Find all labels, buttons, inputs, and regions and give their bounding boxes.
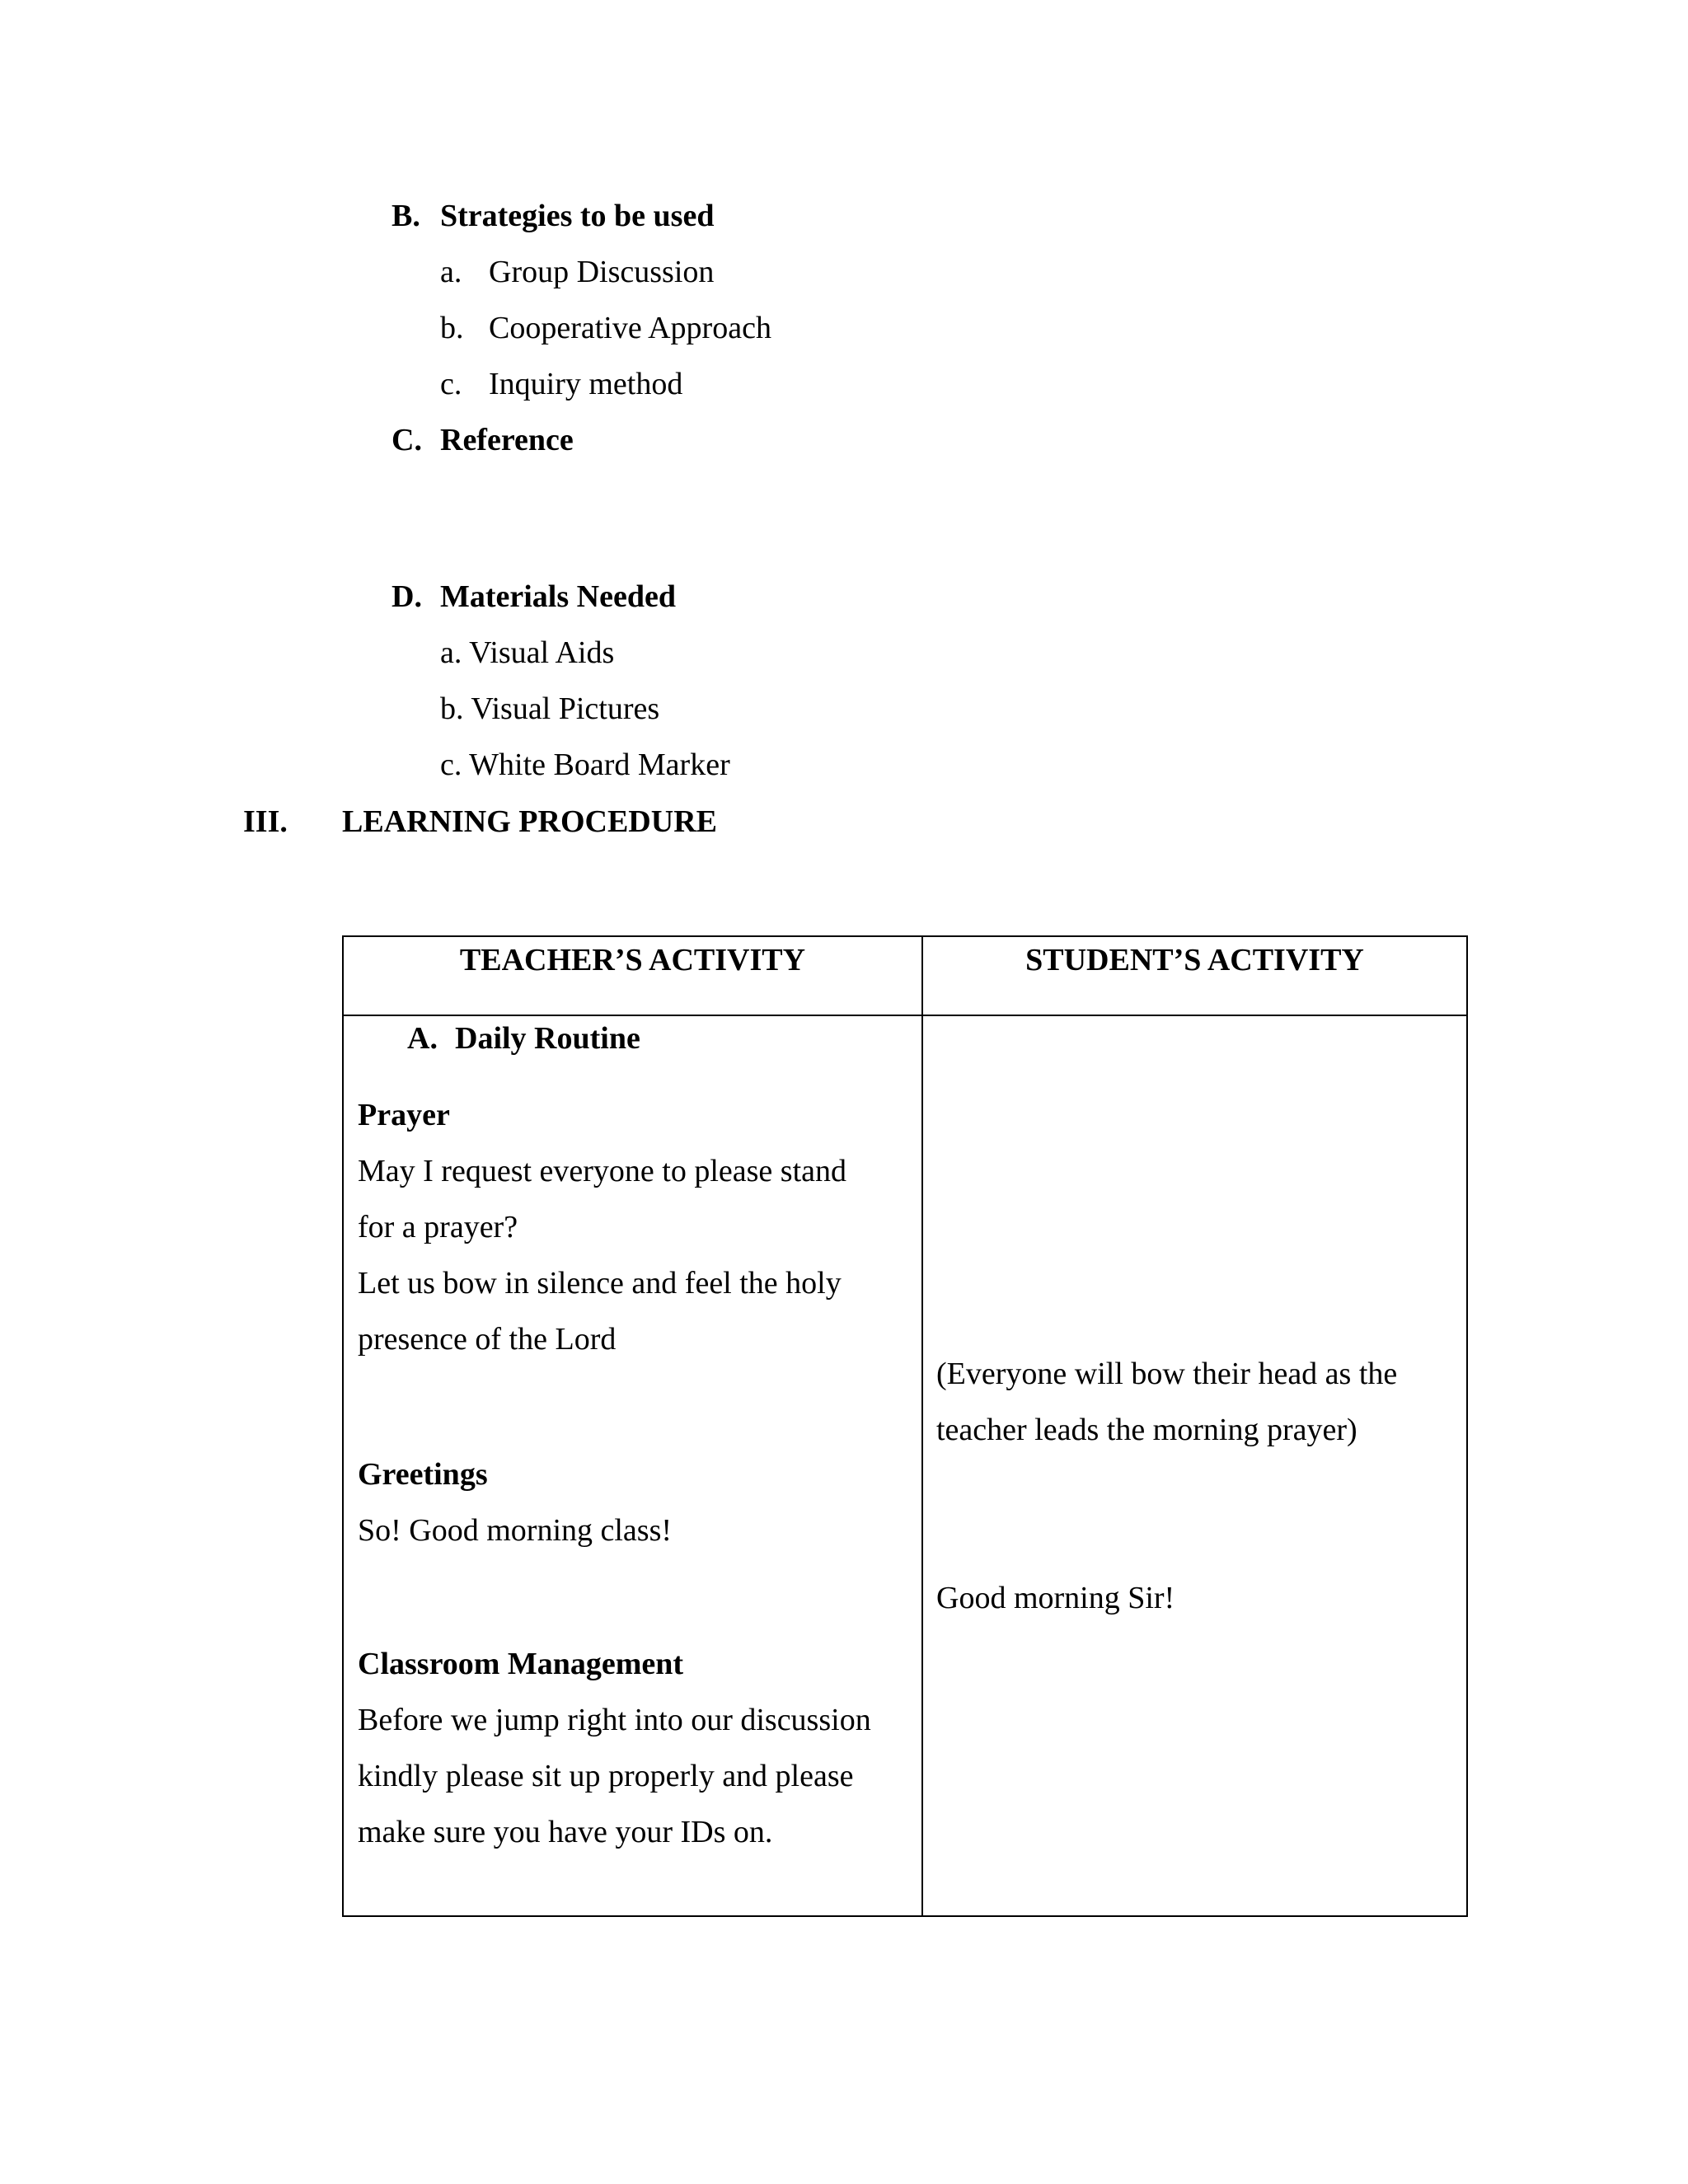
list-item: Inquiry method [489, 367, 683, 401]
section-d-title: Materials Needed [440, 579, 676, 614]
list-marker: a. [440, 255, 462, 289]
section-numeral: III. [243, 804, 288, 839]
section-title: LEARNING PROCEDURE [342, 804, 717, 839]
prayer-heading: Prayer [358, 1098, 450, 1132]
routine-letter: A. [407, 1021, 438, 1056]
classroom-management-heading: Classroom Management [358, 1647, 684, 1681]
greetings-heading: Greetings [358, 1457, 488, 1492]
list-item: b. Visual Pictures [440, 691, 660, 726]
table-border-header [342, 1015, 1468, 1016]
student-text-line: (Everyone will bow their head as the [936, 1357, 1398, 1391]
routine-title: Daily Routine [455, 1021, 640, 1056]
table-border-middle [921, 935, 923, 1917]
student-activity-header: STUDENT’S ACTIVITY [1025, 943, 1364, 977]
teacher-text-line: for a prayer? [358, 1210, 518, 1244]
table-border-bottom [342, 1915, 1468, 1917]
section-c-letter: C. [392, 423, 422, 457]
student-text-line: Good morning Sir! [936, 1581, 1175, 1615]
list-marker: b. [440, 311, 464, 345]
teacher-text-line: Before we jump right into our discussion [358, 1703, 871, 1737]
student-text-line: teacher leads the morning prayer) [936, 1413, 1357, 1447]
list-item: a. Visual Aids [440, 635, 615, 670]
list-item: c. White Board Marker [440, 748, 730, 782]
table-border-right [1466, 935, 1468, 1917]
section-d-letter: D. [392, 579, 422, 614]
teacher-text-line: presence of the Lord [358, 1322, 617, 1357]
teacher-text-line: May I request everyone to please stand [358, 1154, 847, 1188]
teacher-text-line: So! Good morning class! [358, 1513, 673, 1548]
list-item: Cooperative Approach [489, 311, 771, 345]
table-border-top [342, 935, 1468, 937]
teacher-activity-header: TEACHER’S ACTIVITY [459, 943, 806, 977]
teacher-text-line: make sure you have your IDs on. [358, 1815, 773, 1849]
section-b-letter: B. [392, 199, 420, 233]
table-border-left [342, 935, 344, 1917]
list-marker: c. [440, 367, 462, 401]
section-b-title: Strategies to be used [440, 199, 715, 233]
teacher-text-line: Let us bow in silence and feel the holy [358, 1266, 842, 1301]
teacher-text-line: kindly please sit up properly and please [358, 1759, 854, 1793]
section-c-title: Reference [440, 423, 574, 457]
list-item: Group Discussion [489, 255, 715, 289]
